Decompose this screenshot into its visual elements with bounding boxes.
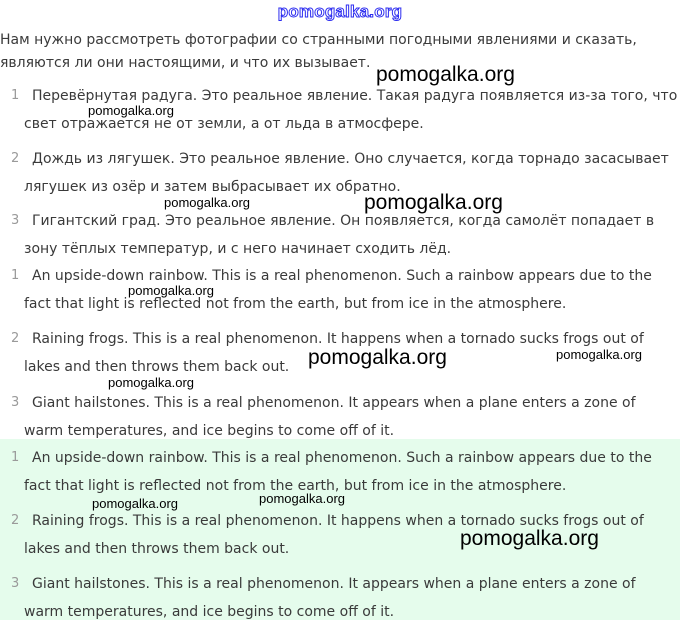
item-number: 2 — [11, 151, 20, 166]
site-header — [0, 0, 680, 24]
item-number: 3 — [11, 213, 20, 228]
watermark: pomogalka.org — [88, 103, 174, 118]
answer-line: Giant hailstones. This is a real phenomenon. It appears when a plane enters a zone of — [32, 395, 636, 411]
answer-line: warm temperatures, and ice begins to come off of it. — [24, 423, 395, 439]
watermark: pomogalka.org — [164, 195, 250, 210]
answer-line: lakes and then throws them back out. — [24, 541, 290, 557]
item-number: 2 — [11, 331, 20, 346]
answer-line: warm temperatures, and ice begins to come off of it. — [24, 604, 395, 620]
answer-line: Giant hailstones. This is a real phenomenon. It appears when a plane enters a zone of — [32, 576, 636, 592]
answer-line: зону тёплых температур, и с него начинает сходить лёд. — [24, 241, 452, 257]
answer-line: An upside-down rainbow. This is a real phenomenon. Such a rainbow appears due to the — [32, 268, 652, 284]
item-number: 1 — [11, 450, 20, 465]
watermark: pomogalka.org — [460, 527, 599, 550]
answer-line: lakes and then throws them back out. — [24, 359, 290, 375]
task-intro: Нам нужно рассмотреть фотографии со странными погодными явлениями и сказать, являются ли они настоящими, и что их вызывает. — [0, 32, 637, 71]
watermark: pomogalka.org — [259, 491, 345, 506]
watermark: pomogalka.org — [376, 63, 515, 86]
answer-line: Raining frogs. This is a real phenomenon. It happens when a tornado sucks frogs out of — [32, 513, 644, 529]
answer-line: лягушек из озёр и затем выбрасывает их обратно. — [24, 179, 401, 195]
item-number: 3 — [11, 576, 20, 591]
watermark: pomogalka.org — [556, 347, 642, 362]
watermark: pomogalka.org — [108, 375, 194, 390]
answer-line: fact that light is reflected not from the earth, but from ice in the atmosphere. — [24, 478, 567, 494]
answer-line: Перевёрнутая радуга. Это реальное явление. Такая радуга появляется из-за того, что — [32, 88, 678, 104]
item-number: 2 — [11, 513, 20, 528]
answer-line: Гигантский град. Это реальное явление. Он появляется, когда самолёт попадает в — [32, 213, 655, 229]
watermark: pomogalka.org — [308, 346, 447, 369]
answer-line: Raining frogs. This is a real phenomenon. It happens when a tornado sucks frogs out of — [32, 331, 644, 347]
answer-line: свет отражается не от земли, а от льда в атмосфере. — [24, 116, 424, 132]
item-number: 3 — [11, 395, 20, 410]
watermark: pomogalka.org — [92, 496, 178, 511]
answer-line: fact that light is reflected not from the earth, but from ice in the atmosphere. — [24, 296, 567, 312]
watermark: pomogalka.org — [364, 191, 503, 214]
item-number: 1 — [11, 268, 20, 283]
answer-line: An upside-down rainbow. This is a real phenomenon. Such a rainbow appears due to the — [32, 450, 652, 466]
item-number: 1 — [11, 88, 20, 103]
site-logo[interactable]: pomogalka.org — [277, 2, 403, 21]
answer-line: Дождь из лягушек. Это реальное явление. Оно случается, когда торнадо засасывает — [32, 151, 669, 167]
watermark: pomogalka.org — [128, 283, 214, 298]
